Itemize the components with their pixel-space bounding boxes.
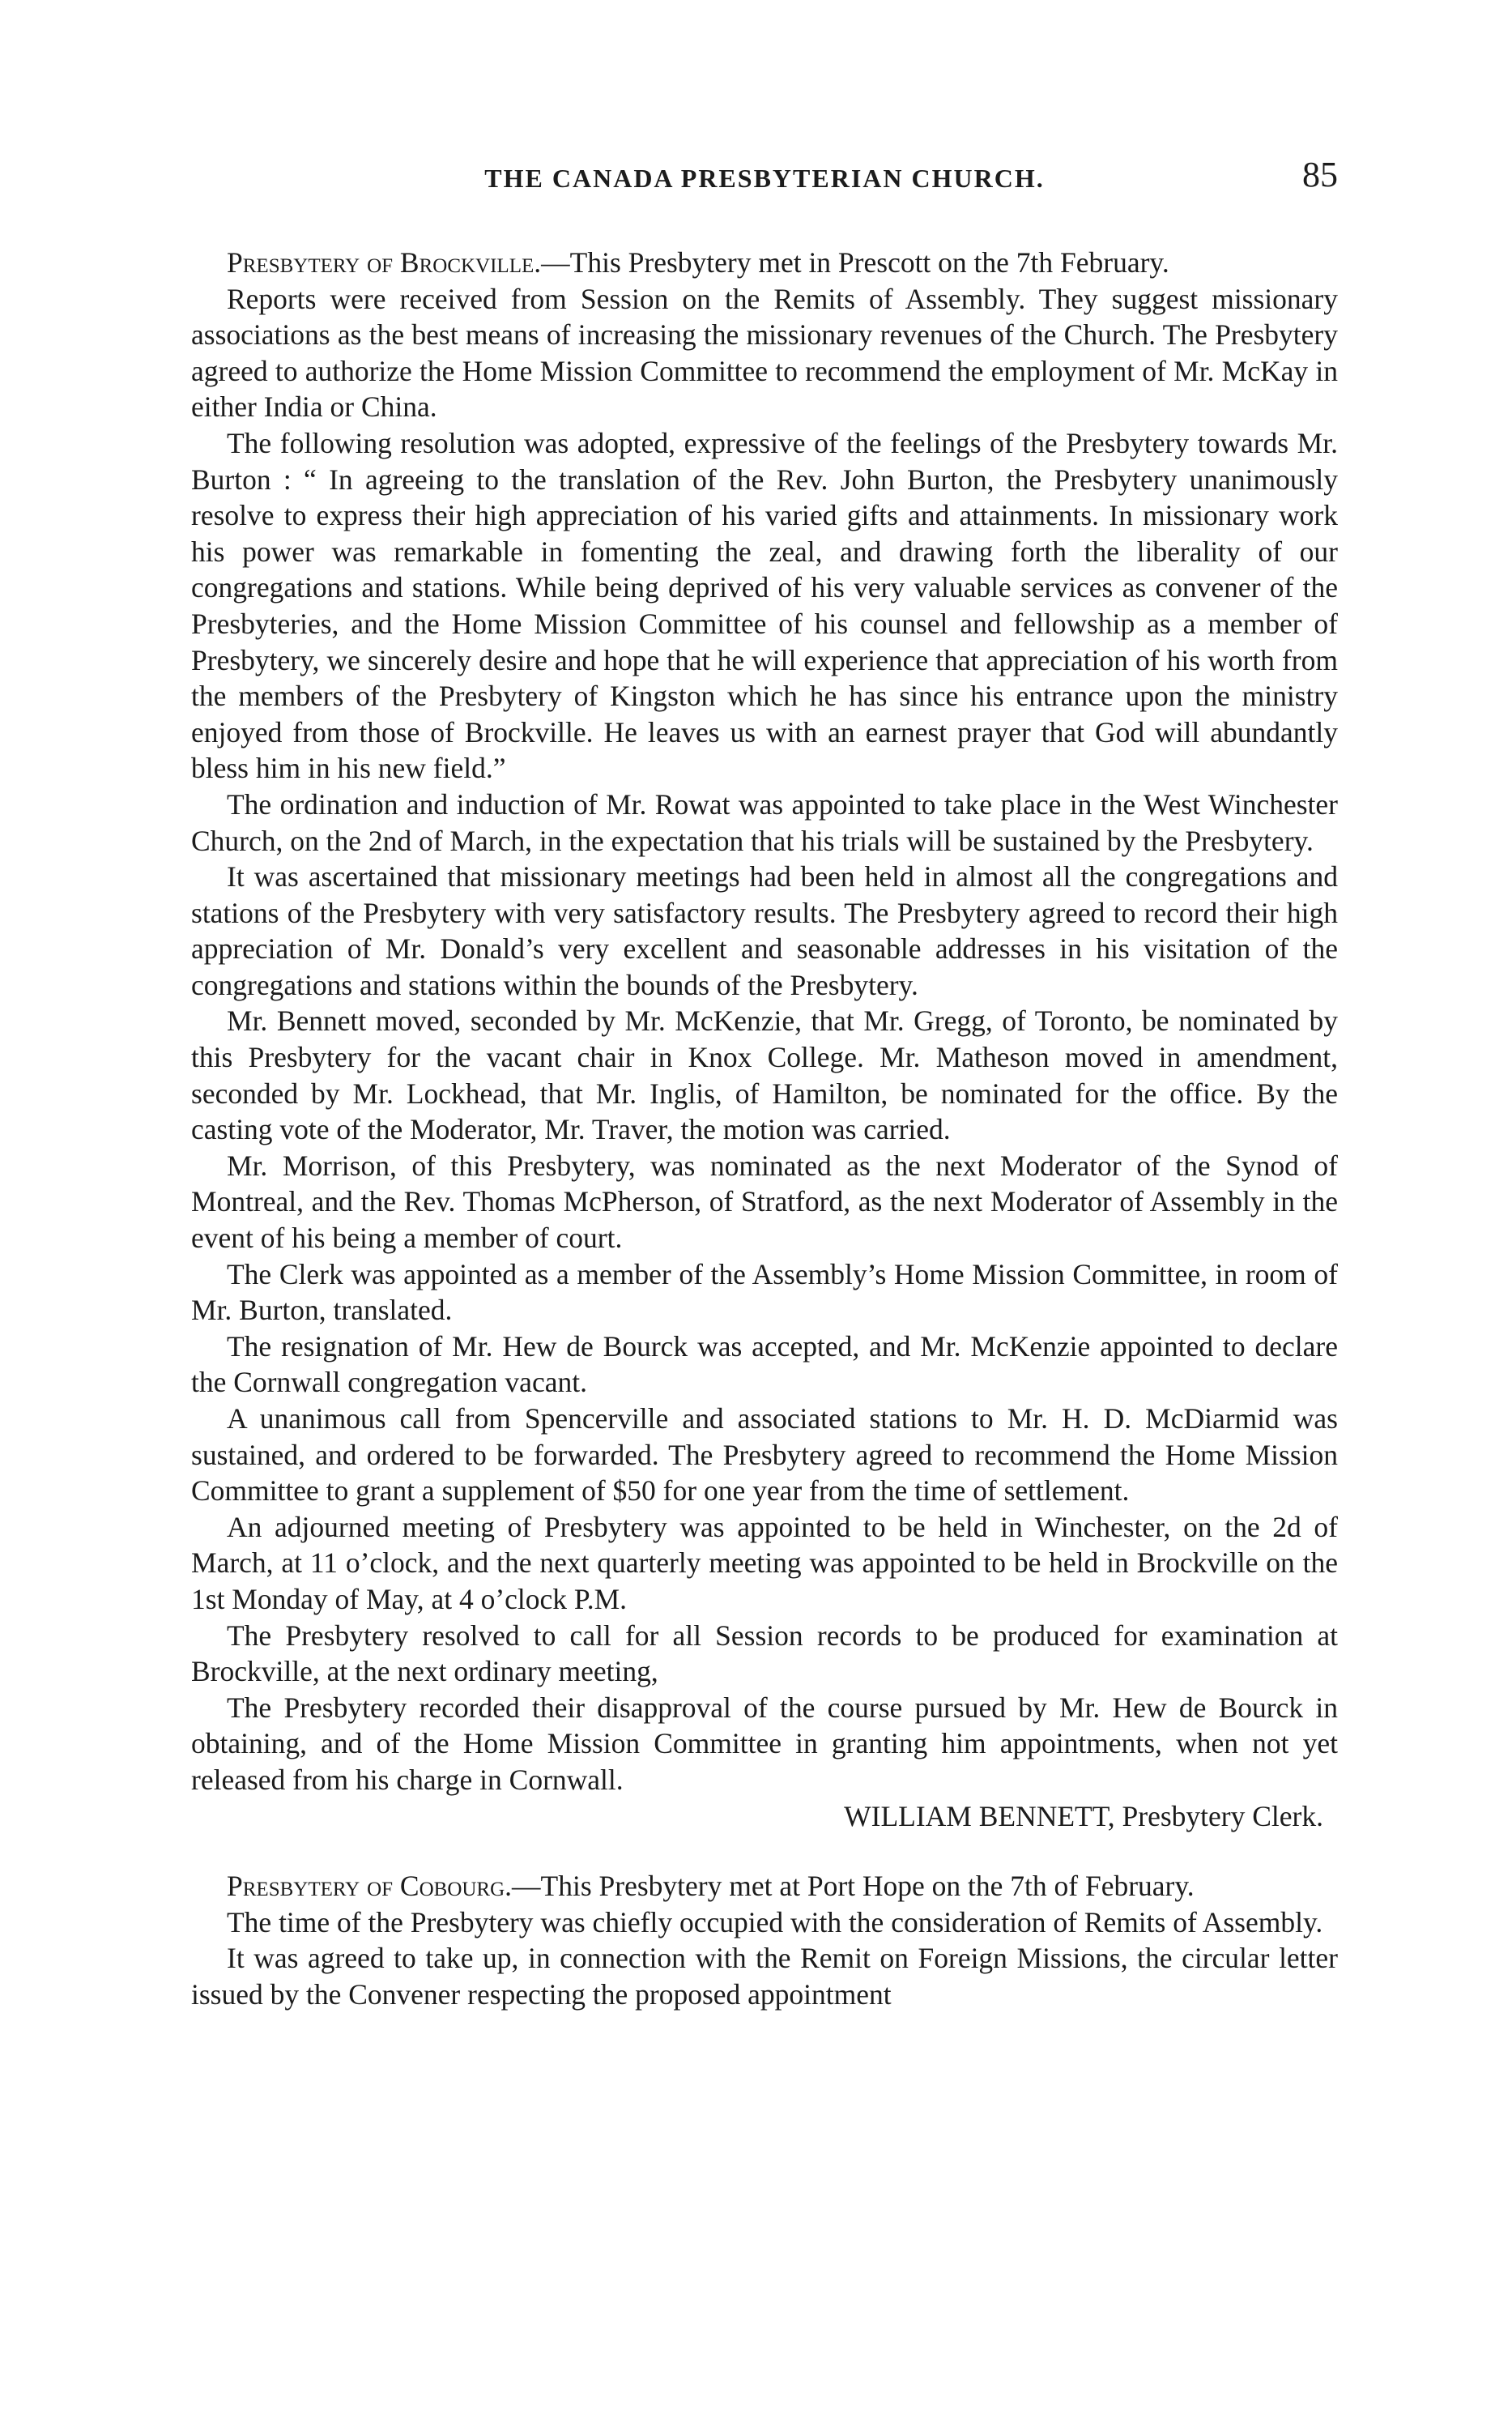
paragraph: Mr. Bennett moved, seconded by Mr. McKenzie, that Mr. Gregg, of Toronto, be nominated by this Presbytery for the vacant chair in Knox College. Mr. Matheson moved in amendment, seconded by Mr. Lockhead, that Mr. Inglis, of Hamilton, be nominated for the office. By the casting vote of the Moderator, Mr. Traver, the motion was carried. [191, 1004, 1338, 1146]
paragraph-text: —This Presbytery met in Prescott on the 7th February. [541, 246, 1169, 279]
paragraph: Mr. Morrison, of this Presbytery, was nominated as the next Moderator of the Synod of Montreal, and the Rev. Thomas McPherson, of Stratford, as the next Moderator of Assembly in the event of his being a member of court. [191, 1149, 1338, 1255]
paragraph-text: —This Presbytery met at Port Hope on the 7th of February. [512, 1870, 1195, 1903]
paragraph: The resignation of Mr. Hew de Bourck was accepted, and Mr. McKenzie appointed to declare the Cornwall congregation vacant. [191, 1329, 1338, 1399]
paragraph [191, 245, 1338, 281]
paragraph: The Clerk was appointed as a member of the Assembly’s Home Mission Committee, in room of Mr. Burton, translated. [191, 1257, 1338, 1327]
paragraph: It was agreed to take up, in connection with the Remit on Foreign Missions, the circular letter issued by the Convener respecting the proposed appointment [191, 1942, 1338, 2011]
paragraph: An adjourned meeting of Presbytery was appointed to be held in Winchester, on the 2d of March, at 11 o’clock, and the next quarterly meeting was appointed to be held in Brockville on the 1st Monday of May, at 4 o’clock P.M. [191, 1510, 1338, 1615]
section-brockville [191, 245, 1338, 1834]
paragraph: The Presbytery recorded their disapproval of the course pursued by Mr. Hew de Bourck in obtaining, and of the Home Mission Committee in granting him appointments, when not yet released from his charge in Cornwall. [191, 1691, 1338, 1796]
running-head [191, 154, 1338, 203]
section-cobourg [191, 1868, 1338, 2012]
document-page [191, 154, 1338, 2013]
paragraph: The Presbytery resolved to call for all Session records to be produced for examination at Brockville, at the next ordinary meeting, [191, 1619, 1338, 1688]
paragraph: A unanimous call from Spencerville and associated stations to Mr. H. D. McDiarmid was sustained, and ordered to be forwarded. The Presbytery agreed to recommend the Home Mission Committee to grant a supplement of $50 for one year from the time of settlement. [191, 1402, 1338, 1508]
paragraph: The following resolution was adopted, expressive of the feelings of the Presbytery towards Mr. Burton : “ In agreeing to the translation of the Rev. John Burton, the Presbytery unanimously resolve to express their high appreciation of his varied gifts and attainments. In missionary work his power was remarkable in fomenting the zeal, and drawing forth the liberality of our congregations and stations. While being deprived of his very valuable services as convener of the Presbyteries, and the Home Mission Committee of his counsel and fellowship as a member of Presbytery, we sincerely desire and hope that he will experience that appreciation of his worth from the members of the Presbytery of Kingston which he has since his entrance upon the ministry enjoyed from those of Brockville. He leaves us with an earnest prayer that God will abundantly bless him in his new field.” [191, 426, 1338, 785]
clerk-signature: WILLIAM BENNETT, Presbytery Clerk. [844, 1799, 1323, 1832]
paragraph: The ordination and induction of Mr. Rowat was appointed to take place in the West Winchester Church, on the 2nd of March, in the expectation that his trials will be sustained by the Presbytery. [191, 787, 1338, 857]
section-heading: Presbytery of Brockville. [227, 246, 542, 279]
paragraph: The time of the Presbytery was chiefly occupied with the consideration of Remits of Assembly. [227, 1905, 1323, 1938]
paragraph: It was ascertained that missionary meetings had been held in almost all the congregations and stations of the Presbytery with very satisfactory results. The Presbytery agreed to record their high appreciation of Mr. Donald’s very excellent and seasonable addresses in his visitation of the congregations and stations within the bounds of the Presbytery. [191, 860, 1338, 1001]
section-heading: Presbytery of Cobourg. [227, 1870, 513, 1903]
page-number: 85 [1302, 155, 1338, 194]
paragraph [191, 1868, 1338, 1904]
running-title: THE CANADA PRESBYTERIAN CHURCH. [484, 164, 1045, 193]
paragraph: Reports were received from Session on the Remits of Assembly. They suggest missionary associations as the best means of increasing the missionary revenues of the Church. The Presbytery agreed to authorize the Home Mission Committee to recommend the employment of Mr. McKay in either India or China. [191, 282, 1338, 424]
